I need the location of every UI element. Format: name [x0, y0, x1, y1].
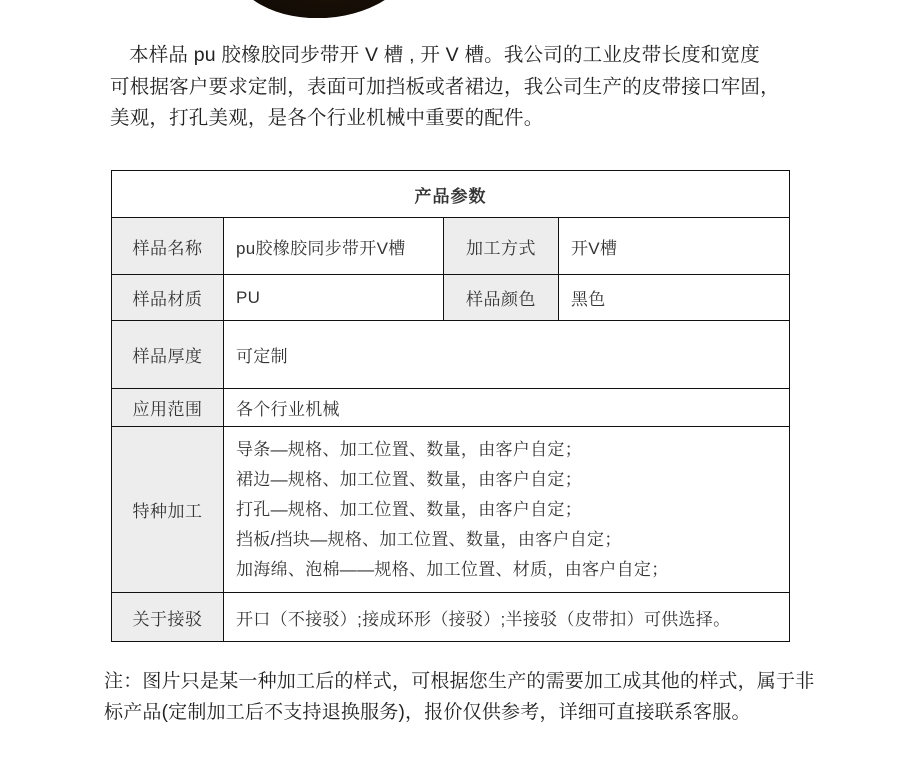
- table-row: [112, 389, 790, 427]
- special-processing-line: 打孔—规格、加工位置、数量，由客户自定；: [236, 499, 582, 519]
- param-label-sample-color: 样品颜色: [444, 275, 559, 321]
- intro-line: 美观，打孔美观，是各个行业机械中重要的配件。: [110, 107, 544, 129]
- param-value-process-method: 开V槽: [559, 218, 790, 275]
- table-row: [112, 593, 790, 642]
- param-label-splicing: 关于接驳: [112, 593, 224, 642]
- table-row: [112, 218, 790, 275]
- product-photo-cropped-bottom: [233, 0, 413, 18]
- intro-line: 可根据客户要求定制，表面可加挡板或者裙边，我公司生产的皮带接口牢固，: [110, 75, 780, 98]
- product-parameters-table: [111, 170, 790, 642]
- belt-photo-edge-shape: [233, 0, 413, 18]
- param-label-sample-material: 样品材质: [112, 275, 224, 321]
- special-processing-line: 挡板/挡块—规格、加工位置、数量，由客户自定；: [236, 529, 622, 549]
- param-value-sample-thickness: 可定制: [224, 321, 790, 389]
- bottom-note: [104, 666, 814, 728]
- special-processing-line: 裙边—规格、加工位置、数量，由客户自定；: [236, 469, 582, 489]
- special-processing-line: 加海绵、泡棉——规格、加工位置、材质，由客户自定；: [236, 559, 669, 579]
- param-label-process-method: 加工方式: [444, 218, 559, 275]
- table-header-row: [112, 171, 790, 218]
- param-value-splicing: 开口（不接驳）;接成环形（接驳）;半接驳（皮带扣）可供选择。: [224, 593, 790, 642]
- param-value-application-scope: 各个行业机械: [224, 389, 790, 427]
- param-label-special-processing: 特种加工: [112, 427, 224, 593]
- param-value-sample-color: 黑色: [559, 275, 790, 321]
- intro-line: 本样品 pu 胶橡胶同步带开 V 槽 , 开 V 槽。我公司的工业皮带长度和宽度: [129, 44, 760, 66]
- note-line: 标产品(定制加工后不支持退换服务)，报价仅供参考，详细可直接联系客服。: [104, 702, 751, 723]
- param-label-application-scope: 应用范围: [112, 389, 224, 427]
- table-row: [112, 321, 790, 389]
- param-label-sample-name: 样品名称: [112, 218, 224, 275]
- param-value-special-processing: [224, 427, 790, 593]
- note-line: 注：图片只是某一种加工后的样式，可根据您生产的需要加工成其他的样式，属于非: [104, 671, 815, 692]
- param-value-sample-material: PU: [224, 275, 444, 321]
- table-row: [112, 275, 790, 321]
- param-label-sample-thickness: 样品厚度: [112, 321, 224, 389]
- table-title: 产品参数: [112, 171, 790, 218]
- param-value-sample-name: pu胶橡胶同步带开V槽: [224, 218, 444, 275]
- intro-paragraph: [110, 40, 780, 135]
- table-row: [112, 427, 790, 593]
- special-processing-line: 导条—规格、加工位置、数量，由客户自定；: [236, 439, 582, 459]
